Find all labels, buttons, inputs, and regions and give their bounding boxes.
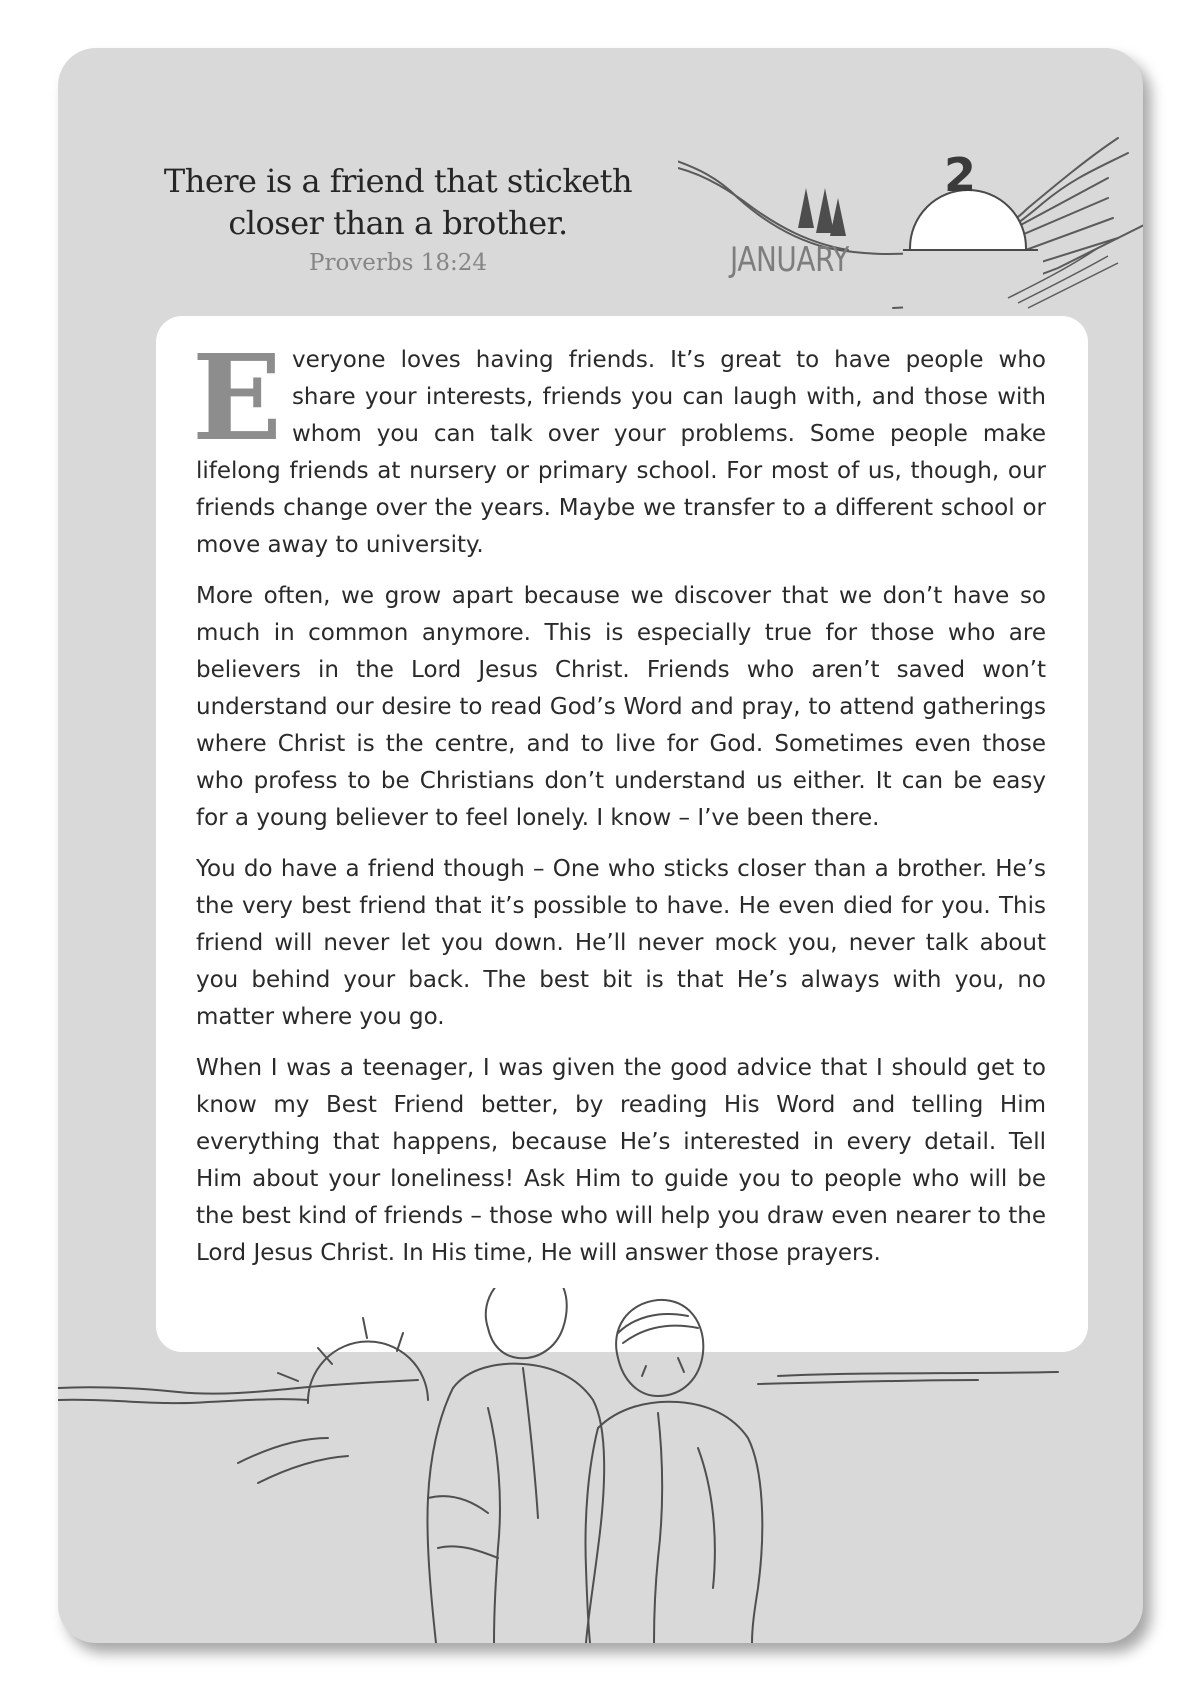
devotional-body	[192, 328, 1046, 1286]
paragraph-2: More often, we grow apart because we discover that we don’t have so much in common anymore. This is especially true for those who are believers in the Lord Jesus Christ. Friends who aren’t saved won’t understand our desire to read God’s Word and pray, to attend gatherings where Christ is the centre, and to live for God. Sometimes even those who profess to be Christians don’t understand us either. It can be easy for a young believer to feel lonely. I know – I’ve been there.	[196, 583, 1046, 831]
mountain-sketch-illustration	[678, 98, 1143, 328]
bible-verse	[158, 160, 638, 276]
verse-line-1: There is a friend that sticketh	[163, 162, 633, 200]
paragraph-1-text: veryone loves having friends. It’s great to have people who share your interests, friends you can laugh with, and those with whom you can talk over your problems. Some people make lifelong friends at nursery or primary school. For most of us, though, our friends change over the years. Maybe we transfer to a different school or move away to university.	[196, 347, 1046, 558]
day-number: 2	[943, 148, 976, 202]
drop-cap: E	[192, 328, 282, 467]
verse-line-2: closer than a brother.	[228, 204, 568, 242]
devotional-text-box	[156, 316, 1088, 1352]
devotional-card	[58, 48, 1143, 1643]
paragraph-4: When I was a teenager, I was given the good advice that I should get to know my Best Friend better, by reading His Word and telling Him everything that happens, because He’s interested in every detail. Tell Him about your loneliness! Ask Him to guide you to people who will be the best kind of friends – those who will help you draw even nearer to the Lord Jesus Christ. In His time, He will answer those prayers.	[196, 1055, 1046, 1266]
friends-sketch-illustration	[58, 1288, 1143, 1643]
verse-reference: Proverbs 18:24	[308, 250, 488, 276]
paragraph-1	[192, 328, 1046, 564]
month-label: JANUARY	[730, 240, 849, 280]
paragraph-3: You do have a friend though – One who sticks closer than a brother. He’s the very best friend that it’s possible to have. He even died for you. This friend will never let you down. He’ll never mock you, never talk about you behind your back. The best bit is that He’s always with you, no matter where you go.	[196, 856, 1046, 1030]
